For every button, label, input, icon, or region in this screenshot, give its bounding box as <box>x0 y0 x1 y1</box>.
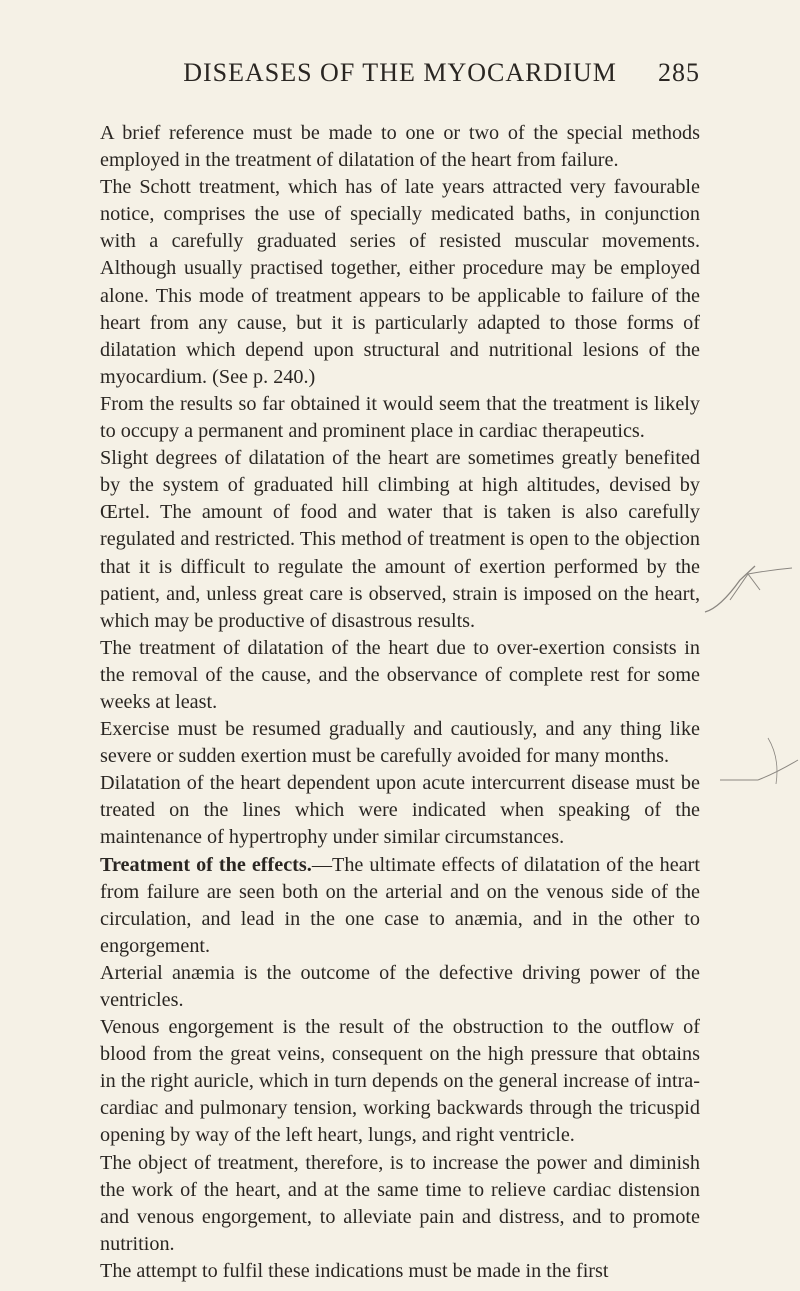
paragraph: The object of treatment, therefore, is to increase the power and diminish the work of the heart, and at the same time to relieve cardiac distension and venous engorgement, to alleviate pain and distress, and to promote nutrition. <box>100 1151 700 1255</box>
running-title: DISEASES OF THE MYOCARDIUM <box>183 58 617 87</box>
paragraph: A brief reference must be made to one or two of the special methods employed in the treatment of dilatation of the heart from failure. <box>100 122 700 172</box>
paragraph: Exercise must be resumed gradually and cautiously, and any thing like severe or sudden exertion must be carefully avoided for many months. <box>100 718 700 768</box>
page-number: 285 <box>658 58 700 87</box>
paragraph: Dilatation of the heart dependent upon acute intercurrent disease must be treated on the lines which were indicated when speaking of the maintenance of hypertrophy under similar circumstances. <box>100 772 700 849</box>
paragraph: Arterial anæmia is the outcome of the defective driving power of the ventricles. <box>100 961 700 1011</box>
paragraph: The treatment of dilatation of the heart due to over-exertion consists in the removal of the cause, and the observance of complete rest for some weeks at least. <box>100 636 700 713</box>
effects-paragraph <box>100 852 700 960</box>
paragraph: The Schott treatment, which has of late years attracted very favourable notice, comprises the use of specially medicated baths, in conjunction with a carefully graduated series of resisted muscular movements. Although usually practised together, either procedure may be employed alone. This mode of treatment appears to be applicable to failure of the heart from any cause, but it is particularly adapted to those forms of dilatation which depend upon structural and nutritional lesions of the myocardium. (See p. 240.) <box>100 176 700 388</box>
paragraph: Venous engorgement is the result of the obstruction to the outflow of blood from the great veins, consequent on the high pressure that obtains in the right auricle, which in turn depends on the general increase of intra-cardiac and pulmonary tension, working backwards through the tricuspid opening by way of the left heart, lungs, and right ventricle. <box>100 1016 700 1147</box>
running-head <box>100 58 700 98</box>
paragraph: The attempt to fulfil these indications must be made in the first <box>100 1259 609 1282</box>
body-text <box>100 120 700 1285</box>
paragraph: Slight degrees of dilatation of the heart are sometimes greatly benefited by the system of graduated hill climbing at high altitudes, devised by Œrtel. The amount of food and water that is taken is also carefully regulated and restricted. This method of treatment is open to the objection that it is difficult to regulate the amount of exertion performed by the patient, and, unless great care is observed, strain is imposed on the heart, which may be productive of disastrous results. <box>100 447 700 632</box>
paragraph: From the results so far obtained it would seem that the treatment is likely to occupy a permanent and prominent place in cardiac therapeutics. <box>100 392 700 443</box>
section-run-in-heading: Treatment of the effects. <box>100 853 312 876</box>
effects-lead-text: —The ultimate effects of dilatation of the heart from failure are seen both on the arterial and on the venous side of the circulation, and lead in the one case to anæmia, and in the other to engorgement. <box>100 853 700 957</box>
